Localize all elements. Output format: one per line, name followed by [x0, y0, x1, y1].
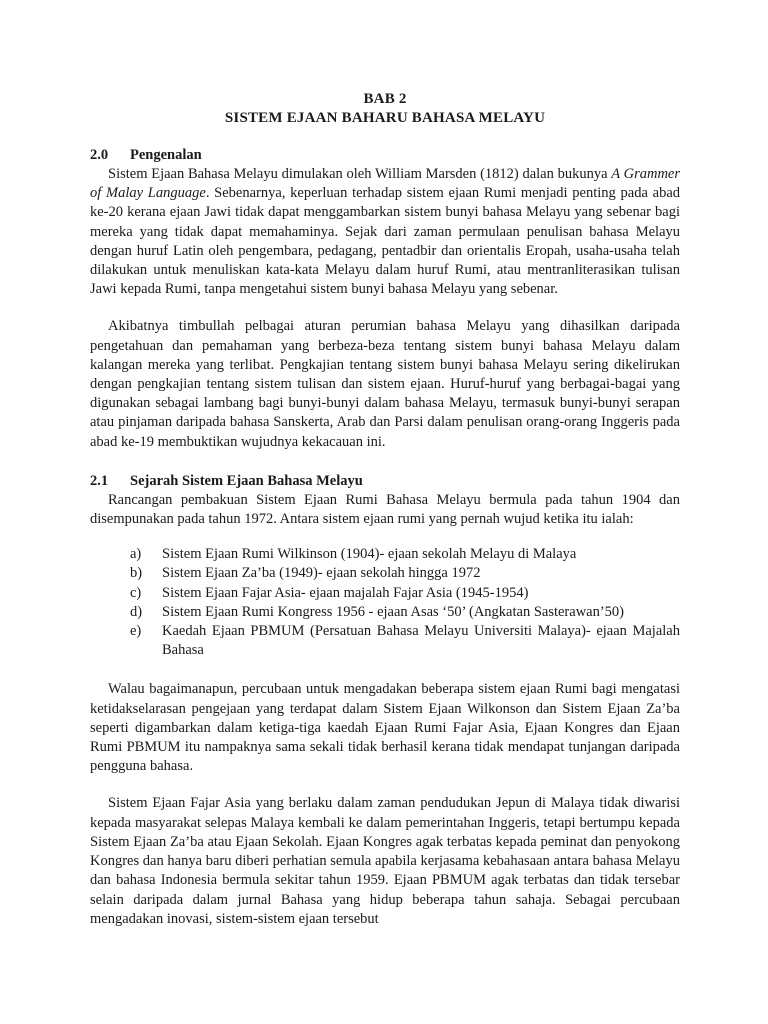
section-heading-pengenalan — [90, 146, 680, 165]
list-item — [130, 564, 680, 583]
list-item-text: Sistem Ejaan Za’ba (1949)- ejaan sekolah hingga 1972 — [162, 565, 481, 582]
list-item-text: Kaedah Ejaan PBMUM (Persatuan Bahasa Melayu Universiti Malaya)- ejaan Majalah Bahasa — [162, 623, 680, 659]
paragraph-intro — [90, 165, 680, 299]
list-item — [130, 584, 680, 603]
paragraph-fajar-asia: Sistem Ejaan Fajar Asia yang berlaku dalam zaman pendudukan Jepun di Malaya tidak diwarisi kepada masyarakat selepas Malaya kembali ke dalam pemerintahan Inggeris, tetapi bertumpu kepada Sistem Ejaan Za’ba atau Ejaan Sekolah. Ejaan Kongres agak terbatas kepada peminat dan penyokong Kongres dan hanya baru diberi perhatian semula apabila kerjasama kebahasaan antara bahasa Melayu dan bahasa Indonesia bermula sekitar tahun 1959. Ejaan PBMUM agak terbatas dan tidak tersebar selain daripada dalam jurnal Bahasa yang hidup beberapa tahun sahaja. Sebagai percubaan mengadakan inovasi, sistem-sistem ejaan tersebut — [90, 795, 680, 927]
section-title: Sejarah Sistem Ejaan Bahasa Melayu — [130, 472, 363, 489]
paragraph-rancangan: Rancangan pembakuan Sistem Ejaan Rumi Bahasa Melayu bermula pada tahun 1904 dan disempunakan pada tahun 1972. Antara sistem ejaan rumi yang pernah wujud ketika itu ialah: — [90, 491, 680, 528]
list-item-label: b) — [130, 565, 143, 582]
list-item — [130, 622, 680, 660]
list-item-label: c) — [130, 584, 142, 601]
list-item-label: e) — [130, 623, 142, 640]
section-number: 2.1 — [90, 472, 109, 489]
paragraph-walau: Walau bagaimanapun, percubaan untuk mengadakan beberapa sistem ejaan Rumi bagi mengatasi ketidakselarasan pengejaan yang terdapat dalam Sistem Ejaan Wilkonson dan Sistem Ejaan Za’ba seperti digambarkan dalam ketiga-tiga kaedah Ejaan Rumi Fajar Asia, Ejaan Kongres dan Ejaan Rumi PBMUM itu nampaknya sama sekali tidak berhasil kerana tidak mendapat tunjangan daripada pengguna bahasa. — [90, 681, 680, 775]
paragraph-text: . Sebenarnya, keperluan terhadap sistem ejaan Rumi menjadi penting pada abad ke-20 kerana ejaan Jawi tidak dapat menggambarkan sistem bunyi bahasa Melayu yang sebenar bagi mereka yang tidak dapat memahaminya. Sejak dari zaman permulaan penulisan bahasa Melayu dengan huruf Latin oleh pengembara, pedagang, pentadbir dan orientalis Eropah, usaha-usaha telah dilakukan untuk menuliskan kata-kata Melayu dalam huruf Rumi, atau mentranliterasikan tulisan Jawi kepada Rumi, tanpa mengetahui sistem bunyi bahasa Melayu yang sebenar. — [90, 185, 681, 298]
book-title: A Grammer of Malay Language — [90, 166, 680, 202]
list-item — [130, 545, 680, 564]
document-body — [90, 90, 680, 929]
list-item-text: Sistem Ejaan Rumi Wilkinson (1904)- ejaan sekolah Melayu di Malaya — [162, 546, 577, 563]
list-item-label: d) — [130, 603, 143, 620]
section-heading-sejarah — [90, 472, 680, 491]
chapter-label: BAB 2 — [363, 91, 407, 107]
paragraph-akibatnya: Akibatnya timbullah pelbagai aturan perumian bahasa Melayu yang dihasilkan daripada pengetahuan dan pemahaman yang berbeza-beza tentang sistem bunyi bahasa Melayu dalam kalangan mereka yang terlibat. Pengkajian tentang sistem bunyi bahasa Melayu sering dikelirukan dengan pengkajian tentang sistem tulisan dan sistem ejaan. Huruf-huruf yang berbagai-bagai yang digunakan sebagai lambang bagi bunyi-bunyi dalam bahasa Melayu, termasuk bunyi-bunyi serapan atau pinjaman daripada bahasa Sanskerta, Arab dan Parsi dalam penulisan orang-orang Inggeris pada abad ke-19 membuktikan wujudnya kekacauan ini. — [90, 318, 680, 450]
list-item — [130, 603, 680, 622]
list-item-label: a) — [130, 546, 142, 563]
paragraph-text: Sistem Ejaan Bahasa Melayu dimulakan oleh William Marsden (1812) dalan bukunya — [108, 166, 612, 182]
list-item-text: Sistem Ejaan Fajar Asia- ejaan majalah Fajar Asia (1945-1954) — [162, 584, 529, 601]
chapter-title: SISTEM EJAAN BAHARU BAHASA MELAYU — [224, 110, 546, 126]
spelling-systems-list — [90, 545, 680, 660]
list-item-text: Sistem Ejaan Rumi Kongress 1956 - ejaan Asas ‘50’ (Angkatan Sasterawan’50) — [162, 603, 625, 620]
section-title: Pengenalan — [130, 147, 202, 163]
section-number: 2.0 — [90, 147, 109, 163]
